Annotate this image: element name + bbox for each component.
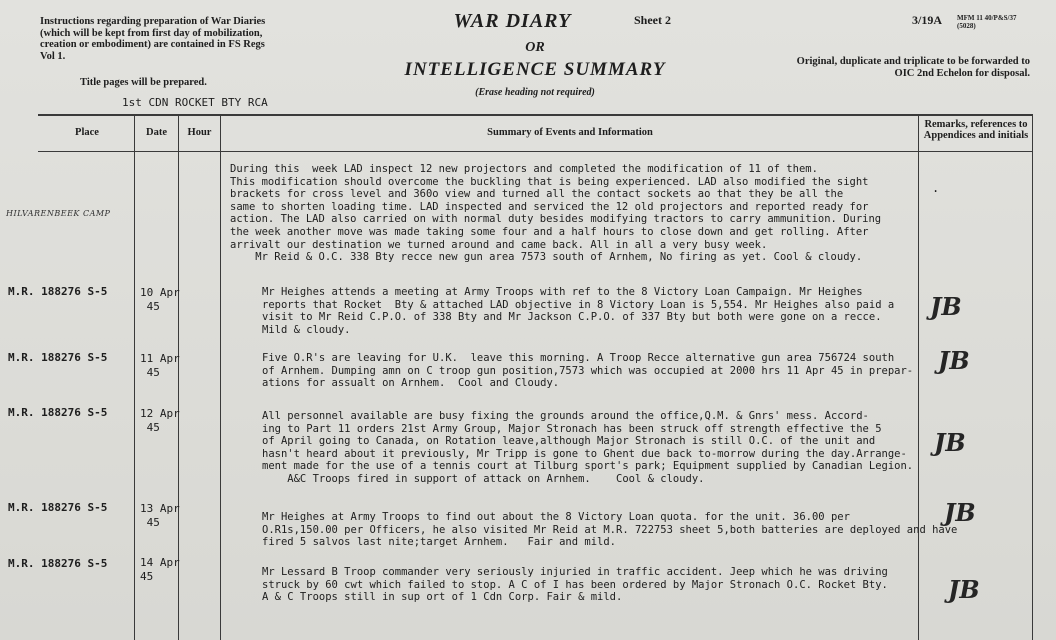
initials-signature: JB [930, 292, 962, 321]
entry-summary: Mr Lessard B Troop commander very seriously injuried in traffic accident. Jeep which he was driving struck by 60 cwt which failed to stop. A C of I has been ordered by Major Stronach O.C. Rocket Bty. A & C Troops still in sup ort of 1 Cdn Corp. Fair & mild. [262, 566, 888, 604]
entry-summary: During this week LAD inspect 12 new projectors and completed the modification of 11 of them. This modification should overcome the buckling that is being experienced. LAD also modified the sight brackets for cross level and 360o view and turned all the contact sockets ao that they be all the same to shorten loading time. LAD inspected and serviced the 12 old projectors and reported ready for action. The LAD also carried on with normal duty besides modifying tractors to carry ammunition. During the week another move was made taking some four and a half hours to close down and get rolling. After arrivalt our destination we turned around and came back. All in all a very busy week. Mr Reid & O.C. 338 Bty recce new gun area 7573 south of Arnhem, No firing as yet. Cool & cloudy. [230, 163, 882, 264]
title-pages-note: Title pages will be prepared. [80, 77, 207, 88]
entry-summary: All personnel available are busy fixing the grounds around the office,Q.M. & Gnrs' mess. Accord- ing to Part 11 orders 21st Army Group, Major Stronach has been struck off strength effective the 5 of April going to Canada, on Rotation leave,although Major Stronach is still O.C. of the unit and hasn't heard about it previously, Mr Tripp is gone to Ghent due back to-morrow during the day.Arrange- ment made for the use of a tennis court at Tilburg sport's park; Equipment supplied by Canadian Legion. A&C Troops fired in support of attack on Arnhem. Cool & cloudy. [262, 410, 914, 485]
distribution-note: Original, duplicate and triplicate to be forwarded to OIC 2nd Echelon for disposal. [796, 56, 1030, 79]
header-bottom-rule [38, 151, 1032, 152]
column-header-date: Date [146, 127, 167, 138]
initials-signature: JB [934, 428, 966, 457]
erase-heading-note: (Erase heading not required) [475, 87, 595, 98]
column-divider-hour [220, 114, 221, 640]
instructions-note: Instructions regarding preparation of War Diaries (which will be kept from first day of mobilization, creation or embodiment) are contained in FS Regs Vol 1. [40, 16, 266, 62]
title-war-diary: WAR DIARY [453, 10, 572, 32]
column-divider-place [134, 114, 135, 640]
form-sub-code: MFM 11 40/P&S/37 (5028) [957, 14, 1017, 30]
entry-summary: Mr Heighes at Army Troops to find out about the 8 Victory Loan quota. for the unit. 36.00 per O.R1s,150.00 per Officers, he also visited Mr Reid at M.R. 722753 sheet 5,both batteries are deployed and have fired 5 salvos last nite;target Arnhem. Fair and mild. [262, 511, 958, 549]
title-or: OR [525, 40, 545, 55]
entry-place: M.R. 188276 S-5 [8, 285, 108, 298]
entry-place: HILVARENBEEK CAMP [6, 209, 111, 218]
entry-summary: Five O.R's are leaving for U.K. leave this morning. A Troop Recce alternative gun area 756724 south of Arnhem. Dumping amn on C troop gun position,7573 which was occupied at 2000 hrs 11 Apr 45 in prepar- ations for assualt on Arnhem. Cool and Cloudy. [262, 352, 914, 390]
entry-date: 12 Apr 45 [140, 407, 180, 434]
column-header-place: Place [75, 127, 99, 138]
table-top-rule [38, 114, 1032, 116]
entry-date: 10 Apr 45 [140, 286, 180, 313]
entry-date: 14 Apr 45 [140, 556, 180, 583]
form-number: 3/19A [912, 13, 942, 27]
initials-signature: JB [944, 498, 976, 527]
entry-place: M.R. 188276 S-5 [8, 557, 108, 570]
entry-date: 11 Apr 45 [140, 352, 180, 379]
entry-place: M.R. 188276 S-5 [8, 351, 108, 364]
entry-date: 13 Apr 45 [140, 502, 180, 529]
sheet-number: Sheet 2 [634, 13, 671, 27]
remarks-mark: . [932, 181, 940, 195]
title-intelligence-summary: INTELLIGENCE SUMMARY [404, 59, 666, 80]
column-header-hour: Hour [187, 127, 212, 138]
column-divider-summary [918, 114, 919, 640]
entry-place: M.R. 188276 S-5 [8, 406, 108, 419]
column-header-remarks: Remarks, references to Appendices and initials [923, 119, 1029, 141]
table-right-rule [1032, 114, 1033, 640]
entry-summary: Mr Heighes attends a meeting at Army Troops with ref to the 8 Victory Loan Campaign. Mr Heighes reports that Rocket Bty & attached LAD objective in 8 Victory Loan is 5,554. Mr Heighes also paid a visit to Mr Reid C.P.O. of 338 Bty and Mr Jackson C.P.O. of 337 Bty but both were gone on a recce. Mild & cloudy. [262, 286, 895, 336]
initials-signature: JB [948, 575, 980, 604]
initials-signature: JB [938, 346, 970, 375]
entry-place: M.R. 188276 S-5 [8, 501, 108, 514]
column-header-summary: Summary of Events and Information [487, 127, 653, 138]
unit-name: 1st CDN ROCKET BTY RCA [122, 96, 268, 109]
